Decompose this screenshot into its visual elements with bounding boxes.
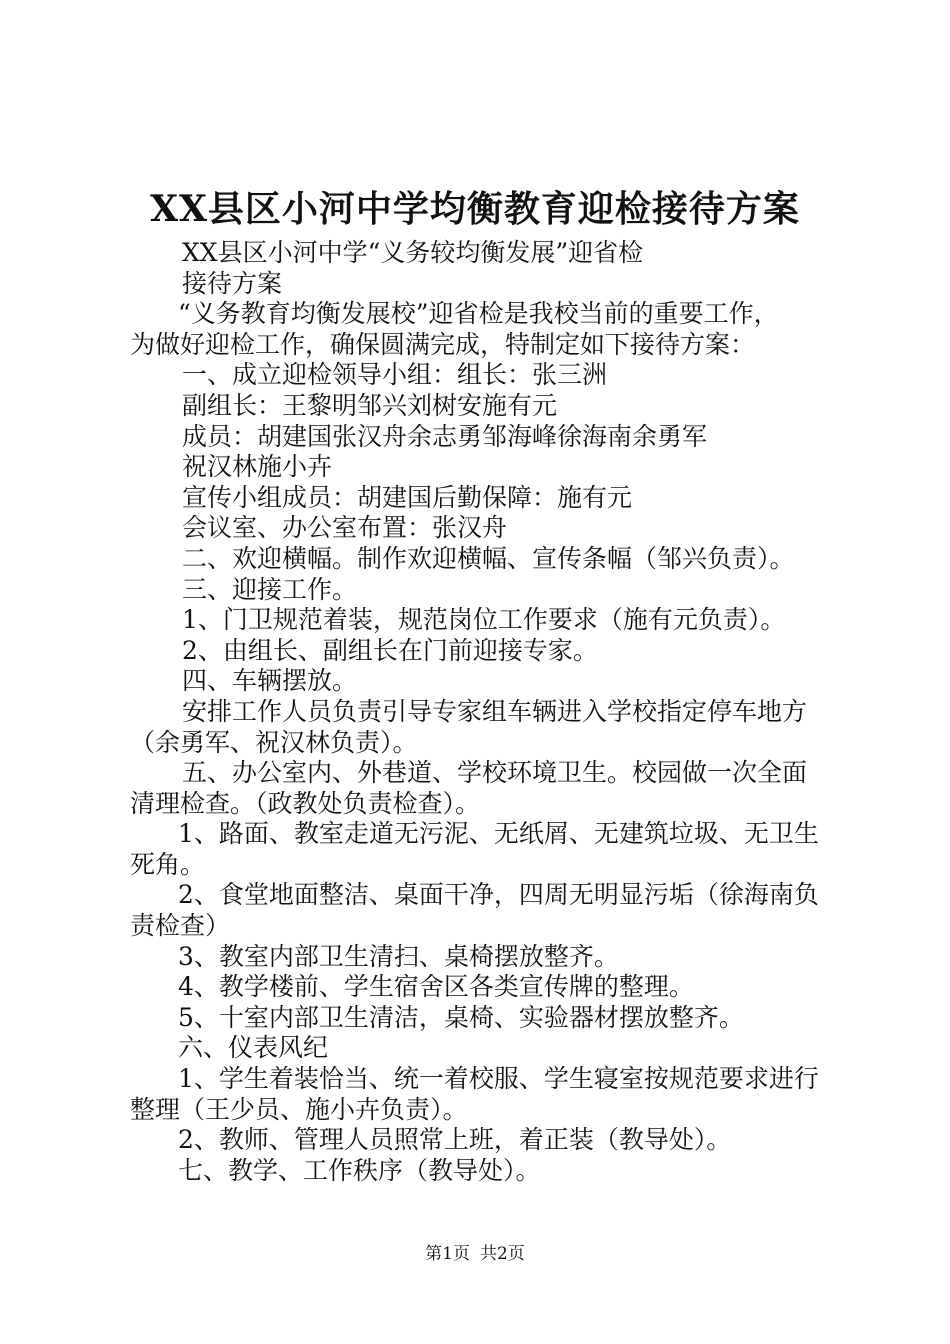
body-line: （余勇军、祝汉林负责）。 (130, 727, 418, 757)
body-line: 为做好迎检工作，确保圆满完成，特制定如下接待方案： (130, 329, 756, 359)
document-body (130, 238, 830, 1186)
body-line: 1、路面、教室走道无污泥、无纸屑、无建筑垃圾、无卫生 (178, 819, 819, 849)
body-line: 死角。 (130, 849, 206, 879)
body-line: 成员：胡建国张汉舟余志勇邹海峰徐海南余勇军 (182, 421, 708, 451)
body-line: “义务教育均衡发展校”迎省检是我校当前的重要工作， (178, 299, 779, 329)
body-line: 2、食堂地面整洁、桌面干净，四周无明显污垢（徐海南负 (178, 880, 819, 910)
body-line: XX县区小河中学“义务较均衡发展”迎省检 (182, 238, 644, 267)
body-line: 祝汉林施小卉 (182, 452, 333, 482)
page-number: 第1页 (425, 1244, 470, 1264)
body-line: 5、十室内部卫生清洁，桌椅、实验器材摆放整齐。 (178, 1002, 744, 1032)
body-line: 责检查） (130, 911, 231, 941)
body-line: 清理检查。（政教处负责检查）。 (130, 788, 481, 818)
body-line: 三、迎接工作。 (182, 574, 358, 604)
body-line: 2、由组长、副组长在门前迎接专家。 (182, 635, 598, 665)
body-line: 2、教师、管理人员照常上班，着正装（教导处）。 (178, 1125, 732, 1155)
body-line: 七、教学、工作秩序（教导处）。 (178, 1155, 541, 1185)
document-title: XX县区小河中学均衡教育迎检接待方案 (150, 188, 800, 230)
body-line: 五、办公室内、外巷道、学校环境卫生。校园做一次全面 (182, 758, 808, 788)
body-line: 接待方案 (182, 268, 283, 298)
body-line: 安排工作人员负责引导专家组车辆进入学校指定停车地方 (182, 696, 808, 726)
body-line: 会议室、办公室布置：张汉舟 (182, 513, 508, 543)
body-line: 4、教学楼前、学生宿舍区各类宣传牌的整理。 (178, 972, 694, 1002)
page-footer (0, 1242, 950, 1266)
body-line: 六、仪表风纪 (178, 1033, 329, 1063)
body-line: 3、教室内部卫生清扫、桌椅摆放整齐。 (178, 941, 619, 971)
body-line: 四、车辆摆放。 (182, 666, 358, 696)
body-line: 1、门卫规范着装，规范岗位工作要求（施有元负责）。 (182, 605, 786, 635)
body-line: 一、成立迎检领导小组：组长：张三洲 (182, 360, 608, 390)
body-line: 1、学生着装恰当、统一着校服、学生寝室按规范要求进行 (178, 1064, 819, 1094)
body-line: 宣传小组成员：胡建国后勤保障：施有元 (182, 482, 633, 512)
body-line: 整理（王少员、施小卉负责）。 (130, 1094, 468, 1124)
page-total: 共2页 (480, 1244, 525, 1264)
body-line: 副组长：王黎明邹兴刘树安施有元 (182, 390, 558, 420)
body-line: 二、欢迎横幅。制作欢迎横幅、宣传条幅（邹兴负责）。 (182, 543, 795, 573)
